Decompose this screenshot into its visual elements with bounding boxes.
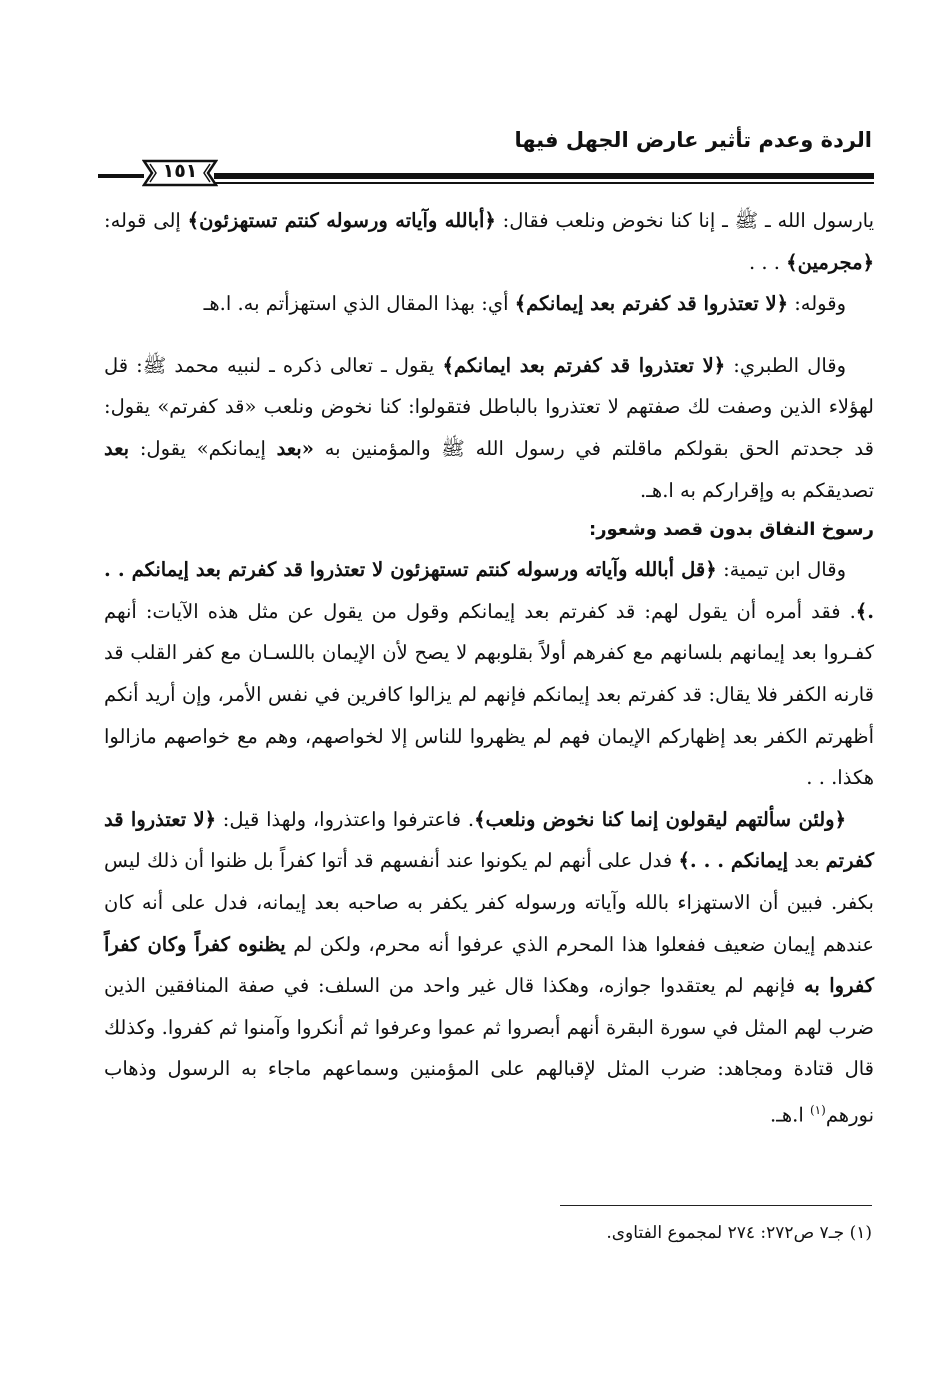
main-text — [104, 200, 874, 1136]
text-run: يارسول الله ـ ﷺ ـ إنا كنا نخوض ونلعب فقال: — [495, 209, 875, 232]
header-rule — [214, 173, 874, 179]
text-run: . فاعترفوا واعتذروا، ولهذا قيل: — [216, 807, 475, 831]
footnote-ref[interactable]: (١) — [809, 1102, 826, 1117]
quran-quote: إيمانكم . . .﴾ — [678, 849, 789, 873]
header-rule-left — [98, 174, 144, 178]
text-run: إيمانكم» يقول: — [129, 436, 277, 460]
footnote: (١) جـ٧ ص٢٧٢: ٢٧٤ لمجموع الفتاوى. — [606, 1223, 872, 1243]
text-run: ا.هـ. — [769, 1103, 810, 1127]
paragraph-4 — [104, 549, 874, 799]
quran-quote: ﴿لا تعتذروا قد كفرتم — [104, 807, 874, 873]
text-run: فإنهم لم يعتقدوا جوازه، وهكذا قال غير واحد من السلف: في صفة المنافقين الذين ضرب لهم المثل في سورة البقرة أنهم أبصروا ثم عموا وعرفوا ثم أنكروا وآمنوا ثم كفروا. وكذلك قال قتادة ومجاهد: ضرب المثل لإقبالهم على المؤمنين وسماعهم ماجاء به الرسول وذهاب نورهم — [104, 974, 874, 1127]
text-run: فدل على أنهم لم يكونوا عند أنفسهم قد أتوا كفراً بل ظنوا أن ذلك ليس بكفر. فبين أن الاستهزاء بالله وآياته ورسوله كفر يكفر به صاحبه بعد إيمانه، فدل على أنه كان عندهم إيمان ضعيف ففعلوا هذا المحرم الذي عرفوا أنه محرم، ولكن لم — [104, 849, 874, 956]
paragraph-1 — [104, 200, 874, 283]
quran-quote: ﴿مجرمين﴾ — [786, 250, 874, 274]
section-heading: رسوخ النفاق بدون قصد وشعور: — [589, 519, 874, 541]
quoted-phrase: «بعد — [276, 436, 314, 460]
text-run: . . . — [748, 250, 787, 274]
text-run: تصديقكم به وإقراركم به ا.هـ. — [640, 478, 874, 502]
quran-quote: ﴿أبالله وآياته ورسوله كنتم تستهزئون﴾ — [187, 209, 496, 232]
text-run: . فقد أمره أن يقول لهم: قد كفرتم بعد إيمانكم وقول من يقول عن مثل هذه الآيات: أنهم كفـروا بعد إيمانهم بلسانهم مع كفرهم أولاً بقلوبهم لا يصح لأن الإيمان باللسـان مع كفر القلب قد قارنه الكفر فلا يقال: قد كفرتم بعد إيمانكم فإنهم لم يزالوا كافرين في نفس الأمر، وإن أريد أنكم أظهرتم الكفر بعد إظهاركم الإيمان فهم لم يظهروا للناس إلا لخواصهم، وهم مع خواصهم مازالوا هكذا. . . — [104, 599, 874, 790]
quran-quote: ﴿ولئن سألتهم ليقولون إنما كنا نخوض ونلعب﴾ — [474, 807, 847, 831]
text-run: بعد — [788, 849, 826, 873]
page-number: ١٥١ — [162, 160, 198, 182]
text-run: وقال ابن تيمية: — [716, 558, 846, 582]
text-run: يقول ـ تعالى ذكره ـ لنبيه محمد ﷺ: قل لهؤلاء الذين وصفت لك صفتهم لا تعتذروا بالباطل فتقولوا: كنا نخوض ونلعب «قد كفرتم» يقول: قد جحدتم الحق بقولكم ماقلتم في رسول الله ﷺ والمؤمنين به — [104, 353, 874, 460]
footnote-divider — [560, 1205, 872, 1206]
text-run: وقوله: — [788, 292, 846, 316]
paragraph-2 — [104, 283, 874, 325]
quran-quote: ﴿لا تعتذروا قد كفرتم بعد ايمانكم﴾ — [442, 353, 726, 377]
bold-phrase: يظنوه كفراً وكان كفراً كفروا به — [104, 932, 874, 998]
bold-word: بعد — [104, 436, 130, 460]
paragraph-5 — [104, 799, 874, 1136]
paragraph-3 — [104, 345, 874, 511]
text-run: وقال الطبري: — [725, 353, 847, 377]
quran-quote: ﴿قل أبالله وآياته ورسوله كنتم تستهزئون لا تعتذروا قد كفرتم بعد إيمانكم . . .﴾ — [104, 558, 874, 623]
quran-quote: ﴿لا تعتذروا قد كفرتم بعد إيمانكم﴾ — [514, 292, 789, 316]
running-title: الردة وعدم تأثير عارض الجهل فيها — [514, 128, 872, 152]
text-run: إلى قوله: — [104, 209, 188, 232]
header-rule-thin — [214, 182, 874, 184]
text-run: أي: بهذا المقال الذي استهزأتم به. ا.هـ — [203, 292, 515, 316]
